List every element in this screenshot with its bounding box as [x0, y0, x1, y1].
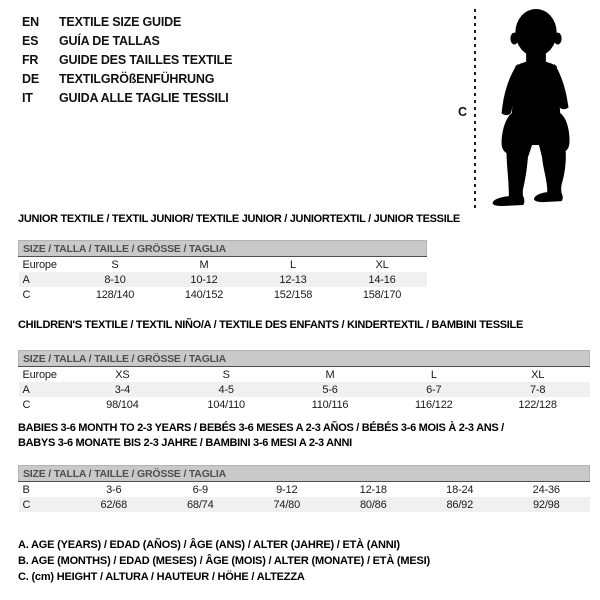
baby-silhouette-icon: [482, 7, 592, 209]
cell: 4-5: [218, 383, 234, 396]
language-title: GUÍA DE TALLAS: [59, 34, 160, 48]
height-dashed-line: [474, 9, 476, 208]
cell: 8-10: [104, 273, 126, 286]
cell: 12-13: [279, 273, 307, 286]
babies-textile-section: [18, 421, 596, 512]
table-header-row: [19, 351, 590, 367]
language-row-de: [22, 70, 232, 89]
legend-notes: [18, 537, 430, 585]
cell: 12-18: [359, 483, 387, 496]
title-line-1: BABIES 3-6 MONTH TO 2-3 YEARS / BEBÉS 3-6 MESES A 2-3 AÑOS / BÉBÉS 3-6 MOIS À 2-3 ANS /: [18, 422, 504, 434]
language-code: FR: [22, 53, 39, 67]
cell: 3-6: [106, 483, 122, 496]
table-row-europe: [19, 257, 427, 273]
junior-size-table: [18, 240, 427, 302]
cell: L: [290, 258, 296, 271]
section-title-babies: [18, 421, 596, 451]
language-code: EN: [22, 15, 39, 29]
note-age-months: B. AGE (MONTHS) / EDAD (MESES) / ÂGE (MOIS) / ALTER (MONATE) / ETÀ (MESI): [18, 555, 430, 567]
cell: 5-6: [322, 383, 338, 396]
cell: 3-4: [114, 383, 131, 396]
cell: 152/158: [273, 288, 313, 301]
cell: 128/140: [95, 288, 135, 301]
row-label: Europe: [22, 258, 57, 271]
cell: 10-12: [190, 273, 218, 286]
table-row-age-months: [19, 482, 590, 498]
row-label: A: [22, 273, 30, 286]
cell: S: [222, 368, 230, 381]
language-row-fr: [22, 51, 232, 70]
cell: 122/128: [518, 398, 557, 411]
cell: 92/98: [532, 498, 560, 511]
language-code: IT: [22, 91, 33, 105]
table-row-age: [19, 272, 427, 287]
row-label: B: [22, 483, 30, 496]
cell: XL: [531, 368, 545, 381]
table-row-age: [19, 382, 590, 397]
babies-size-table: [18, 465, 590, 512]
cell: L: [430, 368, 437, 381]
language-row-it: [22, 89, 232, 108]
language-title: TEXTILGRÖßENFÜHRUNG: [59, 72, 215, 86]
height-c-label: C: [458, 105, 468, 119]
cell: 98/104: [106, 398, 139, 411]
language-row-es: [22, 32, 232, 51]
row-label: C: [22, 288, 31, 301]
table-row-height: [19, 497, 590, 512]
cell: M: [199, 258, 209, 271]
language-title: TEXTILE SIZE GUIDE: [59, 15, 182, 29]
note-age-years: A. AGE (YEARS) / EDAD (AÑOS) / ÂGE (ANS) / ALTER (JAHRE) / ETÀ (ANNI): [18, 539, 400, 551]
cell: 9-12: [276, 483, 298, 496]
cell: 110/116: [311, 398, 349, 411]
cell: 86/92: [446, 498, 474, 511]
table-row-europe: [19, 367, 590, 383]
cell: 7-8: [529, 383, 546, 396]
baby-height-figure: [450, 6, 598, 214]
junior-textile-section: [18, 213, 478, 302]
cell: 158/170: [362, 288, 402, 301]
cell: S: [111, 258, 119, 271]
table-row-height: [19, 287, 427, 302]
language-code: ES: [22, 34, 39, 48]
size-header-label: SIZE / TALLA / TAILLE / GRÖSSE / TAGLIA: [19, 241, 427, 257]
cell: M: [325, 368, 335, 381]
cell: 14-16: [368, 273, 396, 286]
cell: 68/74: [186, 498, 214, 511]
language-list: [22, 13, 232, 108]
cell: 140/152: [184, 288, 224, 301]
title-line-2: BABYS 3-6 MONATE BIS 2-3 JAHRE / BAMBINI 3-6 MESI A 2-3 ANNI: [18, 437, 352, 449]
cell: 80/86: [359, 498, 387, 511]
cell: 18-24: [446, 483, 474, 496]
cell: 62/68: [100, 498, 128, 511]
language-row-en: [22, 13, 232, 32]
row-label: C: [22, 398, 31, 411]
cell: 104/110: [207, 398, 245, 411]
size-header-label: SIZE / TALLA / TAILLE / GRÖSSE / TAGLIA: [19, 466, 590, 482]
cell: 24-36: [532, 483, 560, 496]
cell: 6-9: [192, 483, 208, 496]
row-label: A: [22, 383, 30, 396]
cell: XS: [115, 368, 130, 381]
cell: 116/122: [415, 398, 453, 411]
table-header-row: [19, 241, 427, 257]
section-title-children: CHILDREN'S TEXTILE / TEXTIL NIÑO/A / TEXTILE DES ENFANTS / KINDERTEXTIL / BAMBINI TESSILE: [18, 319, 523, 331]
children-textile-section: [18, 319, 596, 412]
language-code: DE: [22, 72, 39, 86]
language-title: GUIDA ALLE TAGLIE TESSILI: [59, 91, 229, 105]
cell: XL: [375, 258, 389, 271]
children-size-table: [18, 350, 590, 412]
section-title-junior: JUNIOR TEXTILE / TEXTIL JUNIOR/ TEXTILE JUNIOR / JUNIORTEXTIL / JUNIOR TESSILE: [18, 213, 460, 225]
cell: 74/80: [273, 498, 301, 511]
cell: 6-7: [426, 383, 442, 396]
row-label: Europe: [22, 368, 57, 381]
language-title: GUIDE DES TAILLES TEXTILE: [59, 53, 233, 67]
row-label: C: [22, 498, 31, 511]
size-header-label: SIZE / TALLA / TAILLE / GRÖSSE / TAGLIA: [19, 351, 590, 367]
table-header-row: [19, 466, 590, 482]
note-height-cm: C. (cm) HEIGHT / ALTURA / HAUTEUR / HÖHE / ALTEZZA: [18, 571, 305, 583]
table-row-height: [19, 397, 590, 412]
